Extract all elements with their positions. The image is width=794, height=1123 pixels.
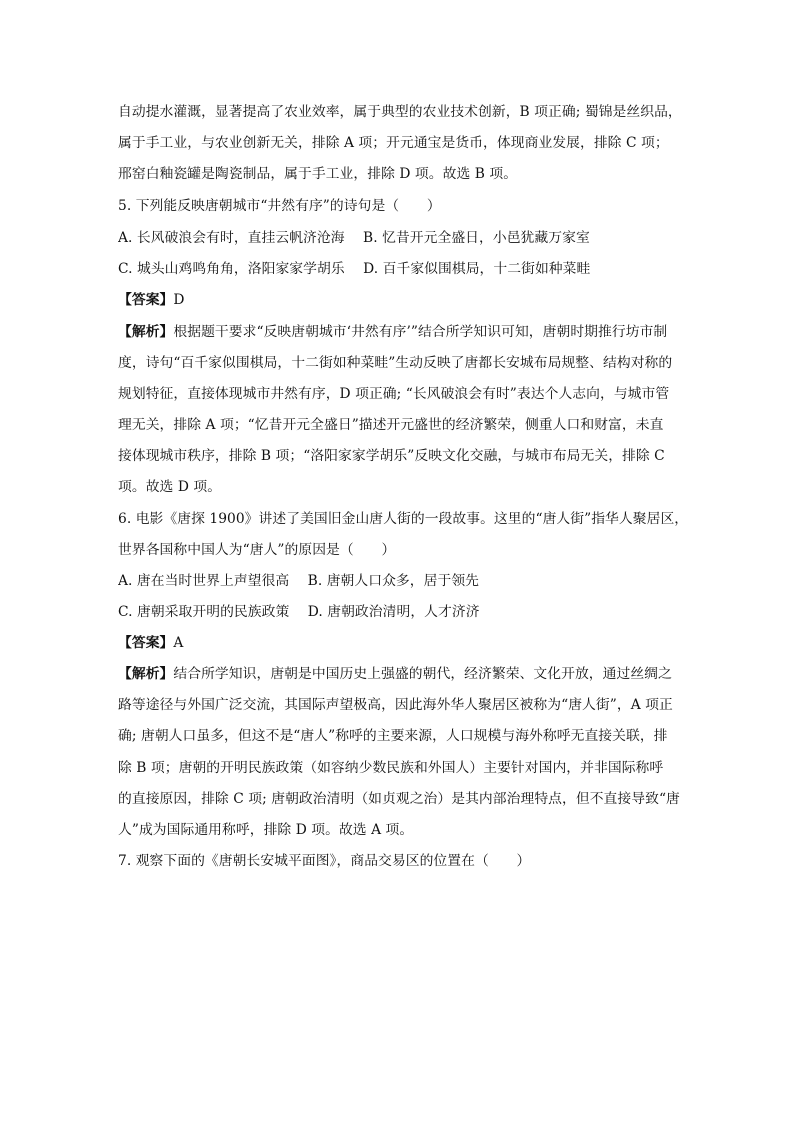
- question-5-analysis-line: 度，诗句“百千家似围棋局，十二街如种菜畦”生动反映了唐都长安城布局规整、结构对称的: [118, 355, 673, 371]
- question-6-options-row-2: [118, 602, 688, 622]
- analysis-label: 【解析】: [118, 324, 174, 340]
- question-5-answer: [118, 290, 688, 310]
- analysis-text: 根据题干要求“反映唐朝城市‘井然有序’”结合所学知识可知，唐朝时期推行坊市制: [173, 324, 668, 340]
- question-6-stem: 世界各国称中国人为“唐人”的原因是（ ）: [118, 542, 396, 558]
- option-a: A. 长风破浪会有时，直挂云帆济沧海: [118, 230, 345, 246]
- question-6-analysis-line: 除 B 项；唐朝的开明民族政策（如容纳少数民族和外国人）主要针对国内，并非国际称呼: [118, 760, 664, 776]
- option-a: A. 唐在当时世界上声望很高: [118, 573, 290, 589]
- continuation-line: 自动提水灌溉，显著提高了农业效率，属于典型的农业技术创新，B 项正确; 蜀锦是丝织品，: [118, 104, 682, 120]
- analysis-text: 结合所学知识，唐朝是中国历史上强盛的朝代，经济繁荣、文化开放，通过丝绸之: [173, 666, 672, 682]
- analysis-label: 【解析】: [118, 666, 174, 682]
- answer-value: A: [173, 635, 184, 651]
- question-5-analysis-line: 接体现城市秩序，排除 B 项；“洛阳家家学胡乐”反映文化交融，与城市布局无关，排除 C: [118, 448, 665, 464]
- question-6-analysis-line: 确; 唐朝人口虽多，但这不是“唐人”称呼的主要来源，人口规模与海外称呼无直接关联，排: [118, 728, 668, 744]
- answer-label: 【答案】: [118, 635, 174, 651]
- question-5-analysis-line: 理无关，排除 A 项；“忆昔开元全盛日”描述开元盛世的经济繁荣，侧重人口和财富，未直: [118, 417, 664, 433]
- question-5-analysis-line: 项。故选 D 项。: [118, 479, 222, 495]
- question-5-options-row-2: [118, 259, 688, 279]
- option-d: D. 百千家似围棋局，十二街如种菜畦: [363, 261, 591, 277]
- option-c: C. 唐朝采取开明的民族政策: [118, 604, 290, 620]
- option-d: D. 唐朝政治清明，人才济济: [307, 604, 480, 620]
- question-5-analysis-line: [118, 322, 688, 342]
- question-7-stem: 7. 观察下面的《唐朝长安城平面图》，商品交易区的位置在（ ）: [118, 853, 531, 869]
- question-6-analysis-line: [118, 664, 688, 684]
- question-5-analysis-line: 规划特征，直接体现城市井然有序，D 项正确; “长风破浪会有时”表达个人志向，与城市管: [118, 386, 670, 402]
- continuation-line: 邢窑白釉瓷罐是陶瓷制品，属于手工业，排除 D 项。故选 B 项。: [118, 166, 518, 182]
- answer-label: 【答案】: [118, 292, 174, 308]
- question-6-analysis-line: 路等途径与外国广泛交流，其国际声望极高，因此海外华人聚居区被称为“唐人街”，A 项正: [118, 697, 673, 713]
- question-6-options-row-1: [118, 571, 688, 591]
- question-5-stem: 5. 下列能反映唐朝城市“井然有序”的诗句是（ ）: [118, 198, 441, 214]
- option-b: B. 忆昔开元全盛日，小邑犹藏万家室: [363, 230, 590, 246]
- question-5-options-row-1: [118, 228, 688, 248]
- option-c: C. 城头山鸡鸣角角，洛阳家家学胡乐: [118, 261, 345, 277]
- question-6-stem: 6. 电影《唐探 1900》讲述了美国旧金山唐人街的一段故事。这里的“唐人街”指华人聚居区，: [118, 511, 688, 527]
- question-6-analysis-line: 的直接原因，排除 C 项; 唐朝政治清明（如贞观之治）是其内部治理特点，但不直接导致“唐: [118, 791, 680, 807]
- question-6-analysis-line: 人”成为国际通用称呼，排除 D 项。故选 A 项。: [118, 822, 414, 838]
- question-6-answer: [118, 633, 688, 653]
- answer-value: D: [173, 292, 185, 308]
- continuation-line: 属于手工业，与农业创新无关，排除 A 项；开元通宝是货币，体现商业发展，排除 C 项；: [118, 135, 669, 151]
- option-b: B. 唐朝人口众多，居于领先: [307, 573, 480, 589]
